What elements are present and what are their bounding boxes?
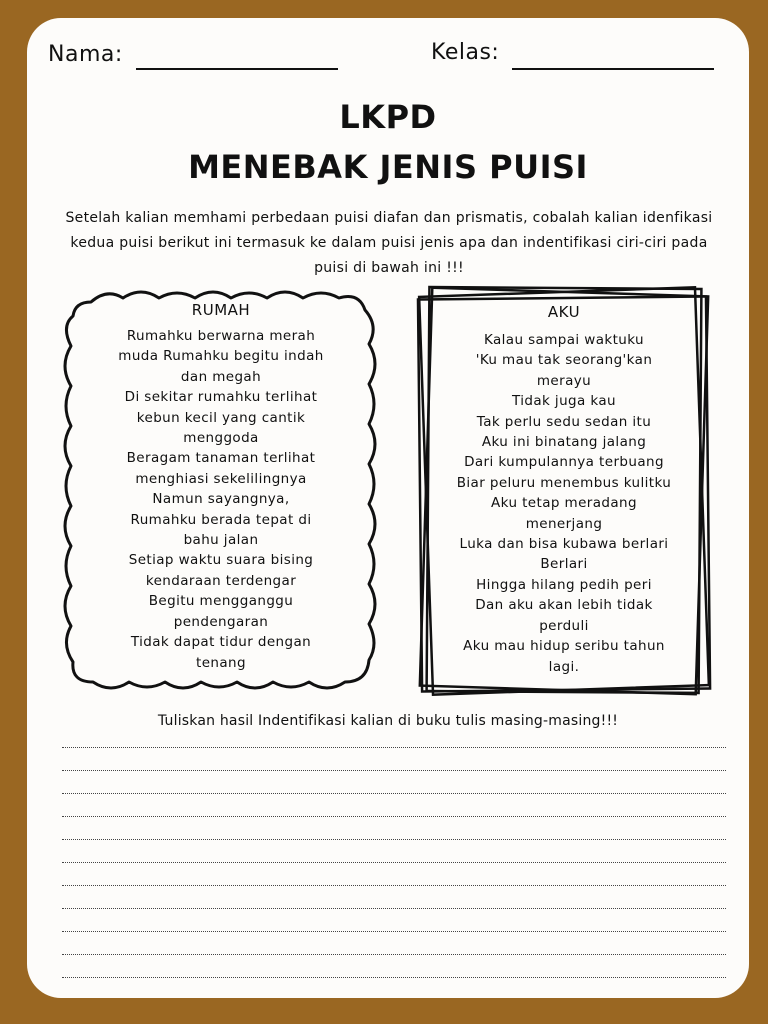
writing-line[interactable] <box>62 747 726 748</box>
poem-rumah-body <box>101 326 341 673</box>
writing-line[interactable] <box>62 770 726 771</box>
class-input-line[interactable] <box>512 68 714 70</box>
instructions-line-3: puisi di bawah ini !!! <box>314 260 464 276</box>
poem-line: Aku ini binatang jalang <box>481 434 647 451</box>
poem-line: muda Rumahku begitu indah <box>118 348 324 365</box>
writing-line[interactable] <box>62 885 726 886</box>
writing-line[interactable] <box>62 977 726 978</box>
poem-rumah-title: RUMAH <box>191 301 251 319</box>
poem-line: 'Ku mau tak seorang'kan <box>475 352 653 369</box>
poem-line: Dari kumpulannya terbuang <box>464 454 664 471</box>
poem-line: menerjang <box>525 515 603 532</box>
page-subtitle: MENEBAK JENIS PUISI <box>188 148 588 186</box>
poem-line: Setiap waktu suara bising <box>128 552 314 569</box>
poem-line: menggoda <box>183 430 259 447</box>
poem-line: Rumahku berwarna merah <box>126 328 316 344</box>
poem-line: dan megah <box>180 368 262 385</box>
worksheet-page <box>27 18 749 998</box>
poem-line: lagi. <box>548 658 580 675</box>
poem-line: Dan aku akan lebih tidak <box>475 597 653 614</box>
poem-line: tenang <box>196 654 246 671</box>
instructions <box>49 206 729 281</box>
poem-line: Beragam tanaman terlihat <box>126 450 316 467</box>
name-input-line[interactable] <box>136 68 338 70</box>
poem-line: menghiasi sekelilingnya <box>135 470 307 487</box>
poem-aku-card <box>406 280 722 704</box>
name-label: Nama: <box>48 42 123 67</box>
poem-line: Luka dan bisa kubawa berlari <box>459 536 669 553</box>
poem-line: Kalau sampai waktuku <box>483 332 645 348</box>
poem-line: Tak perlu sedu sedan itu <box>476 413 652 430</box>
poem-line: Di sekitar rumahku terlihat <box>124 389 318 406</box>
poem-line: merayu <box>536 372 592 389</box>
writing-line[interactable] <box>62 954 726 955</box>
page-title: LKPD <box>339 98 437 136</box>
poem-line: kendaraan terdengar <box>145 572 297 589</box>
poem-line: Tidak dapat tidur dengan <box>130 634 312 651</box>
poem-line: kebun kecil yang cantik <box>136 409 306 426</box>
poem-line: Aku tetap meradang <box>491 495 637 512</box>
poem-rumah-card <box>61 286 381 694</box>
poem-line: Hingga hilang pedih peri <box>476 576 652 593</box>
poem-aku-title: AKU <box>547 303 581 321</box>
class-label: Kelas: <box>431 40 500 65</box>
poem-line: Begitu mengganggu <box>148 593 294 610</box>
poem-line: perduli <box>539 617 589 634</box>
poem-line: Rumahku berada tepat di <box>130 511 312 528</box>
poem-aku-body <box>436 330 692 677</box>
writing-line[interactable] <box>62 816 726 817</box>
writing-line[interactable] <box>62 931 726 932</box>
poem-line: Biar peluru menembus kulitku <box>456 474 672 491</box>
instructions-line-1: Setelah kalian memhami perbedaan puisi diafan dan prismatis, cobalah kalian idenfikasi <box>65 210 713 226</box>
writing-line[interactable] <box>62 839 726 840</box>
poem-line: Aku mau hidup seribu tahun <box>463 638 665 655</box>
poem-line: pendengaran <box>173 613 269 630</box>
writing-line[interactable] <box>62 908 726 909</box>
writing-line[interactable] <box>62 793 726 794</box>
poem-line: Berlari <box>540 556 588 573</box>
instructions-line-2: kedua puisi berikut ini termasuk ke dalam puisi jenis apa dan indentifikasi ciri-ciri pada <box>70 235 708 251</box>
writing-line[interactable] <box>62 862 726 863</box>
footer-instruction: Tuliskan hasil Indentifikasi kalian di buku tulis masing-masing!!! <box>157 713 619 729</box>
poem-line: bahu jalan <box>183 532 259 549</box>
poem-line: Tidak juga kau <box>512 393 616 410</box>
poem-line: Namun sayangnya, <box>152 491 290 508</box>
